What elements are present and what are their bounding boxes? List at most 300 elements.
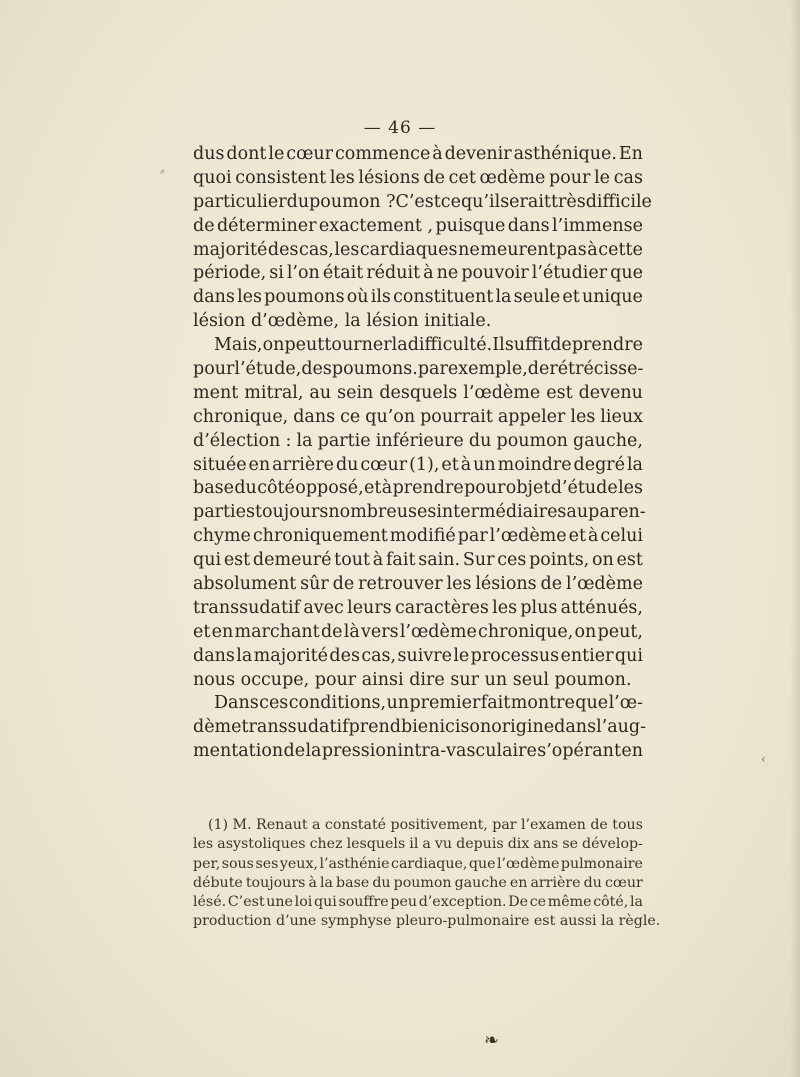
word: de (550, 335, 572, 356)
word: le (268, 144, 285, 164)
word: ce (340, 406, 361, 427)
word: per, (193, 855, 221, 872)
word: yeux, (279, 855, 318, 872)
word: qui (193, 550, 222, 571)
text-line (193, 382, 643, 406)
word: ce (529, 894, 547, 911)
word: très (550, 191, 586, 212)
word: poumon ? (309, 191, 396, 212)
word: degré (573, 454, 625, 475)
word: par (492, 817, 517, 833)
word: sein (337, 382, 374, 403)
word: processus (470, 645, 560, 666)
word: devenu (578, 382, 643, 403)
word: asthénique. (513, 144, 617, 164)
word: peut, (597, 621, 643, 642)
word: base (336, 874, 370, 891)
word: meurent (480, 239, 556, 260)
word: l’immense (552, 215, 643, 236)
word: pleuro-pulmonaire (396, 913, 530, 930)
word: du (286, 191, 310, 212)
word: asystoliques (217, 836, 306, 853)
text-line (193, 549, 643, 573)
word: chronique, (478, 621, 574, 642)
word: à (587, 239, 598, 260)
word: prend (348, 717, 401, 738)
word: loi (294, 894, 313, 911)
word: conditions, (288, 693, 387, 714)
word: C’est (395, 191, 441, 212)
word: du (234, 478, 257, 499)
word: l’œdème (489, 526, 567, 547)
text-line (193, 454, 643, 478)
word: la (344, 311, 361, 332)
word: les (329, 167, 355, 188)
word: du (335, 454, 359, 475)
word: tout (334, 550, 371, 571)
footnote-line (193, 874, 643, 893)
word: nombreuses (328, 502, 437, 523)
word: cas, (361, 645, 397, 666)
word: objet (505, 478, 551, 499)
word: les (193, 836, 214, 853)
word: chroniquement (252, 526, 388, 547)
word: là (343, 621, 360, 642)
word: bien (401, 717, 440, 738)
word: arrière (530, 874, 581, 891)
word: qu’on (365, 406, 416, 427)
word: ne (436, 263, 459, 284)
word: lésions (358, 167, 420, 188)
word: paren- (588, 502, 646, 523)
word: le (453, 645, 470, 666)
word: modifié (389, 526, 456, 547)
word: puisque (435, 215, 506, 236)
word: que (610, 263, 643, 284)
word: dans (293, 406, 336, 427)
word: ici (439, 717, 461, 738)
word: à (432, 144, 443, 164)
word: la (626, 454, 643, 475)
word: arrière (272, 454, 334, 475)
word: partie (317, 430, 371, 451)
word: en (621, 741, 643, 762)
word: débute (193, 874, 243, 891)
word: à (460, 454, 472, 475)
word: d’étude (550, 478, 618, 499)
word: l’œdème (497, 855, 560, 872)
word: est (616, 550, 643, 571)
word: inférieure (375, 430, 464, 451)
word: il (409, 836, 419, 853)
word: serait (500, 191, 551, 212)
word: fait (480, 693, 511, 714)
word: Sur (462, 550, 495, 571)
text-line (193, 501, 646, 525)
word: ans (533, 836, 559, 853)
word: œdème (479, 167, 546, 188)
word: fait (385, 550, 416, 571)
word: seule (513, 287, 561, 308)
word: origine (491, 717, 555, 738)
word: sain. (418, 550, 461, 571)
word: la (305, 741, 322, 762)
word: celui (600, 526, 643, 547)
word: les (570, 406, 596, 427)
word: poumon (393, 874, 452, 891)
word: intra-vasculaire (397, 741, 537, 762)
word: les (334, 239, 360, 260)
text-line (193, 215, 643, 239)
word: est (223, 550, 251, 571)
word: qui (313, 894, 337, 911)
word: chyme (193, 526, 251, 547)
word: d’exception. (418, 894, 507, 911)
page-edge-shadow (790, 0, 800, 1077)
word: dans (193, 287, 235, 308)
word: au (566, 502, 589, 523)
word: des (267, 239, 299, 260)
word: lésion (193, 311, 246, 332)
word: du (583, 874, 602, 891)
word: aussi (559, 913, 597, 930)
word: appeler (497, 406, 566, 427)
word: est (533, 913, 556, 930)
word: cas (613, 167, 643, 188)
text-line (193, 286, 643, 310)
word: difficile (585, 191, 652, 212)
word: si (269, 263, 284, 284)
word: a (422, 836, 431, 853)
word: pas (556, 239, 587, 260)
footnote (193, 816, 661, 932)
word: tourner (324, 335, 392, 356)
word: dix (507, 836, 530, 853)
word: Il (492, 335, 505, 356)
word: lesquels (346, 836, 406, 853)
word: l’étudier (531, 263, 608, 284)
word: cœur (604, 874, 643, 891)
word: a (311, 817, 321, 833)
word: les (492, 597, 518, 618)
word: vers (361, 621, 399, 642)
text-line (193, 430, 643, 454)
word: cœur (286, 144, 334, 164)
word: symphyse (320, 913, 392, 930)
word: pression (321, 741, 398, 762)
text-line (193, 669, 643, 693)
word: d’élection (193, 430, 281, 451)
word: cardiaque, (391, 855, 468, 872)
word: les (237, 287, 262, 308)
word: opposé, (295, 478, 364, 499)
word: quoi (193, 167, 232, 188)
word: majorité (193, 239, 268, 260)
word: suffit (504, 335, 551, 356)
word: lésion (366, 311, 419, 332)
word: poumons. (331, 359, 418, 380)
word: constaté (324, 817, 387, 833)
word: le (594, 167, 611, 188)
text-line (193, 573, 643, 597)
text-line (193, 597, 643, 621)
word: desquels (379, 382, 458, 403)
word: cardiaques (359, 239, 458, 260)
word: l’œdème (399, 621, 477, 642)
text-line (193, 716, 647, 740)
word: par (457, 526, 488, 547)
word: à (587, 526, 599, 547)
word: de (540, 574, 563, 595)
word: M. (232, 817, 252, 833)
word: de (283, 741, 306, 762)
word: positivement, (390, 817, 488, 833)
word: et (193, 621, 211, 642)
word: pulmonaire (560, 855, 643, 872)
word: : (285, 430, 292, 451)
word: poumon. (554, 669, 632, 690)
word: atténués, (560, 597, 643, 618)
word: l’étude, (234, 359, 302, 380)
word: demeuré (252, 550, 332, 571)
word: Dans (214, 693, 259, 714)
word: toujours (254, 502, 329, 523)
word: côté, (593, 894, 629, 911)
word: à (423, 263, 434, 284)
word: ce (440, 191, 461, 212)
word: déterminer (216, 215, 317, 236)
word: poumons (264, 287, 345, 308)
word: parties (193, 502, 255, 523)
word: dans (193, 645, 235, 666)
word: et (441, 454, 459, 475)
word: d’une (276, 913, 317, 930)
word: difficulté. (407, 335, 493, 356)
word: occupe, (240, 669, 310, 690)
word: toujours (245, 874, 306, 891)
word: l’aug- (596, 717, 647, 738)
word: en (509, 874, 528, 891)
word: exactement , (318, 215, 434, 236)
text-line (193, 262, 643, 286)
word: rétrécisse- (549, 359, 644, 380)
word: qui (614, 645, 643, 666)
word: et (568, 526, 586, 547)
word: entier (560, 645, 614, 666)
text-line (193, 692, 643, 716)
word: à (372, 550, 384, 571)
word: montre (510, 693, 575, 714)
word: particulier (193, 191, 287, 212)
word: points, (529, 550, 590, 571)
word: de (527, 359, 550, 380)
word: tous (612, 817, 643, 833)
word: période, (193, 263, 267, 284)
word: la (630, 894, 643, 911)
text-line (193, 406, 643, 430)
word: lieux (600, 406, 643, 427)
word: intermédiaires (436, 502, 567, 523)
word: premier (409, 693, 481, 714)
word: nous (193, 669, 236, 690)
word: la (495, 287, 512, 308)
word: ainsi (361, 669, 404, 690)
word: pour (314, 669, 357, 690)
word: mitral, (244, 382, 304, 403)
word: la (236, 645, 253, 666)
word: cœur (360, 454, 408, 475)
word: Renaut (256, 817, 308, 833)
word: se (562, 836, 578, 853)
word: En (618, 144, 643, 164)
word: gauche (454, 874, 507, 891)
word: qu’il (460, 191, 501, 212)
word: l’examen (521, 817, 586, 833)
word: on (591, 550, 614, 571)
word: dévelop- (582, 836, 643, 853)
word: seul (512, 669, 549, 690)
word: du (468, 430, 492, 451)
word: transsudatif (241, 717, 349, 738)
word: chez (309, 836, 343, 853)
word: plus (520, 597, 558, 618)
text-line (193, 358, 643, 382)
word: pour (193, 359, 235, 380)
word: pour (549, 167, 591, 188)
word: (1), (409, 454, 440, 475)
word: cas, (299, 239, 334, 260)
word: les (446, 574, 472, 595)
word: gauche, (573, 430, 643, 451)
word: commence (334, 144, 431, 164)
word: mentation (193, 741, 284, 762)
word: marchant (234, 621, 320, 642)
word: une (266, 894, 293, 911)
word: la (391, 335, 408, 356)
word: on (574, 621, 597, 642)
word: que (575, 693, 609, 714)
word: initiale. (424, 311, 492, 332)
word: de (332, 574, 355, 595)
word: base (193, 478, 234, 499)
text-line (193, 645, 643, 669)
word: où (346, 287, 369, 308)
word: cette (598, 239, 643, 260)
word: peut (284, 335, 325, 356)
word: et (364, 478, 382, 499)
word: règle. (618, 913, 661, 930)
word: la (296, 430, 313, 451)
word: les (618, 478, 643, 499)
word: un (473, 454, 496, 475)
word: De (508, 894, 529, 911)
word: majorité (253, 645, 329, 666)
ink-blot: ❧ (484, 1030, 500, 1051)
word: côté (257, 478, 295, 499)
word: en (248, 454, 271, 475)
word: à (308, 874, 317, 891)
word: l’œ- (608, 693, 643, 714)
word: du (372, 874, 391, 891)
word: moindre (497, 454, 572, 475)
margin-pencil-mark: ⸗ (160, 163, 165, 179)
word: unique (581, 287, 643, 308)
footnote-line (193, 912, 661, 931)
word: l’on (286, 263, 320, 284)
word: vu (434, 836, 453, 853)
word: production (193, 913, 272, 930)
word: son (460, 717, 492, 738)
word: réduit (366, 263, 421, 284)
word: ses (255, 855, 279, 872)
footnote-line (193, 893, 643, 912)
word: suivre (397, 645, 452, 666)
word: retrouver (358, 574, 443, 595)
word: prendre (392, 478, 464, 499)
word: C’est (227, 894, 265, 911)
word: chronique, (193, 406, 289, 427)
word: dus (193, 144, 225, 164)
word: leurs (347, 597, 392, 618)
word: prendre (571, 335, 643, 356)
word: ils (370, 287, 391, 308)
word: sous (221, 855, 254, 872)
text-line (193, 740, 643, 764)
word: on (262, 335, 285, 356)
word: est (546, 382, 573, 403)
word: dème (193, 717, 242, 738)
word: au (309, 382, 332, 403)
word: de (193, 215, 215, 236)
word: pouvoir (461, 263, 529, 284)
word: absolument (193, 574, 297, 595)
word: que (468, 855, 496, 872)
word: (1) (208, 817, 229, 833)
word: lésé. (193, 894, 227, 911)
text-line (193, 239, 643, 263)
word: de (590, 817, 608, 833)
word: sur (450, 669, 479, 690)
word: s’opérant (537, 741, 621, 762)
word: exemple, (447, 359, 528, 380)
word: de (423, 167, 445, 188)
word: était (322, 263, 364, 284)
word: poumon (496, 430, 568, 451)
word: souffre (338, 894, 389, 911)
word: sûr (300, 574, 329, 595)
word: cet (448, 167, 476, 188)
word: la (319, 874, 333, 891)
footnote-line (193, 855, 643, 874)
text-line (193, 477, 643, 501)
margin-mark: ‹ (761, 752, 766, 766)
text-line (193, 143, 643, 167)
page-number: — 46 — (363, 118, 437, 138)
word: un (484, 669, 508, 690)
word: à (381, 478, 393, 499)
word: dans (554, 717, 597, 738)
word: lésions (475, 574, 537, 595)
word: de (320, 621, 343, 642)
word: par (417, 359, 448, 380)
word: transsudatif (193, 597, 301, 618)
body-text (193, 143, 652, 764)
word: l’asthénie (319, 855, 390, 872)
word: devenir (444, 144, 512, 164)
word: constituent (393, 287, 494, 308)
word: caractères (394, 597, 489, 618)
word: dans (507, 215, 550, 236)
